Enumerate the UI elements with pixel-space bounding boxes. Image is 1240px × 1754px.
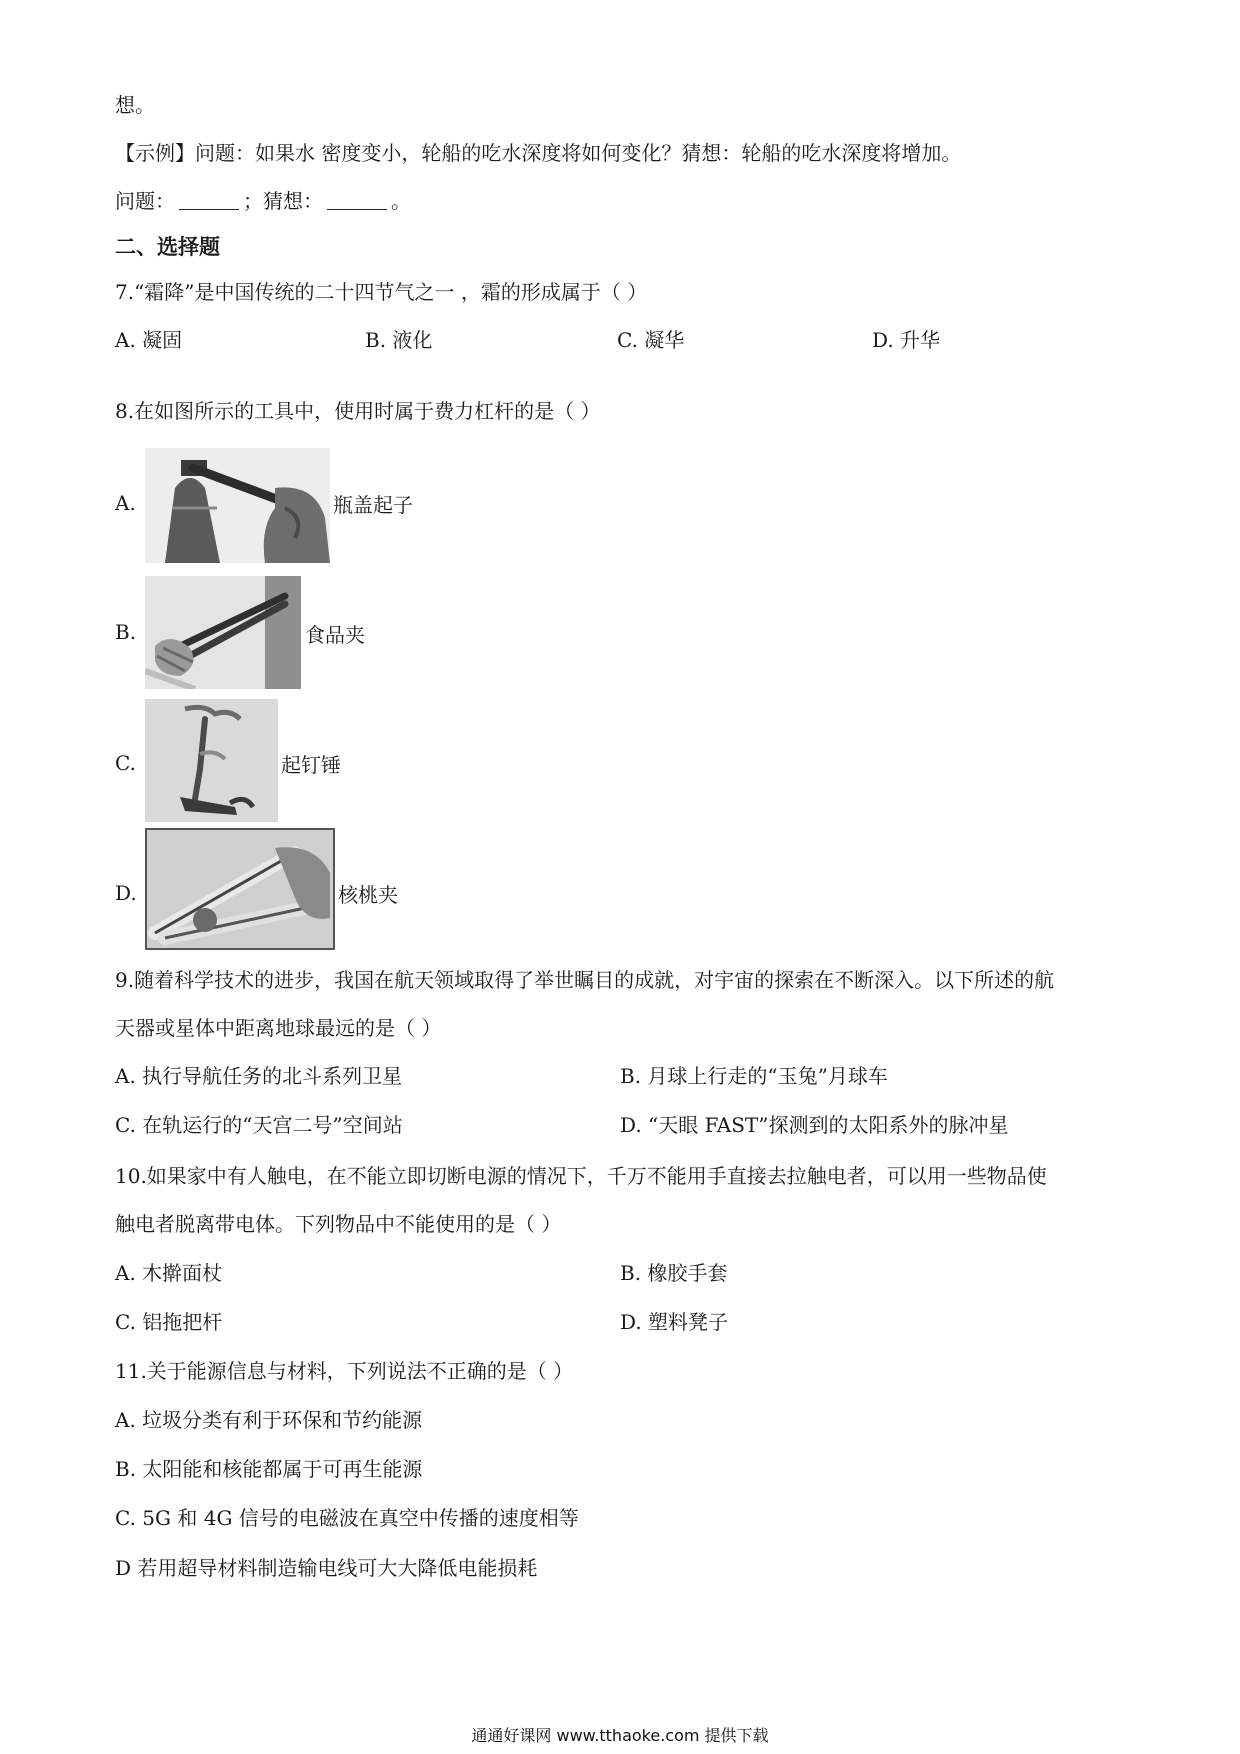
q9-option-a[interactable]: A. 执行导航任务的北斗系列卫星 (115, 1064, 403, 1088)
q10-option-a[interactable]: A. 木擀面杖 (115, 1261, 223, 1285)
claw-hammer-photo (145, 699, 278, 822)
q7-option-a[interactable]: A. 凝固 (115, 328, 183, 352)
period: 。 (391, 189, 411, 213)
q10-stem-line2: 触电者脱离带电体。下列物品中不能使用的是（ ） (115, 1212, 562, 1236)
food-tongs-photo (145, 576, 301, 689)
q8-option-c-letter[interactable]: C. (115, 751, 136, 775)
q7-option-b[interactable]: B. 液化 (365, 328, 433, 352)
footer-source: 通通好课网 www.tthaoke.com 提供下载 (471, 1726, 769, 1745)
q10-stem-line1: 10.如果家中有人触电，在不能立即切断电源的情况下，千万不能用手直接去拉触电者，可以用一些物品使 (115, 1164, 1047, 1188)
question-blank[interactable] (179, 191, 239, 210)
question-label: 问题： (115, 189, 175, 213)
q9-option-c[interactable]: C. 在轨运行的“天宫二号”空间站 (115, 1113, 403, 1137)
q11-option-b[interactable]: B. 太阳能和核能都属于可再生能源 (115, 1457, 423, 1481)
intro-line: 想。 (115, 93, 155, 117)
example-text: 【示例】问题：如果水 密度变小，轮船的吃水深度将如何变化？猜想：轮船的吃水深度将增加。 (115, 141, 962, 165)
guess-label: ；猜想： (243, 189, 323, 213)
q8-option-c-caption: 起钉锤 (281, 753, 341, 777)
q11-stem: 11.关于能源信息与材料，下列说法不正确的是（ ） (115, 1359, 574, 1383)
q7-option-c[interactable]: C. 凝华 (617, 328, 685, 352)
q11-option-a[interactable]: A. 垃圾分类有利于环保和节约能源 (115, 1408, 423, 1432)
answer-line (115, 188, 411, 214)
q9-option-d[interactable]: D. “天眼 FAST”探测到的太阳系外的脉冲星 (620, 1113, 1009, 1137)
q10-option-d[interactable]: D. 塑料凳子 (620, 1310, 729, 1334)
q9-option-b[interactable]: B. 月球上行走的“玉兔”月球车 (620, 1064, 888, 1088)
q11-option-c[interactable]: C. 5G 和 4G 信号的电磁波在真空中传播的速度相等 (115, 1506, 579, 1530)
q8-option-a-letter[interactable]: A. (115, 491, 136, 515)
q7-option-d[interactable]: D. 升华 (872, 328, 941, 352)
q8-option-a-caption: 瓶盖起子 (333, 493, 413, 517)
section-heading: 二、选择题 (115, 235, 220, 259)
q8-option-d-caption: 核桃夹 (338, 883, 398, 907)
q8-stem: 8.在如图所示的工具中，使用时属于费力杠杆的是（ ） (115, 399, 601, 423)
q8-option-d-letter[interactable]: D. (115, 881, 137, 905)
q8-option-b-letter[interactable]: B. (115, 620, 137, 644)
q10-option-b[interactable]: B. 橡胶手套 (620, 1261, 728, 1285)
nutcracker-photo (145, 828, 335, 950)
q7-stem: 7.“霜降”是中国传统的二十四节气之一 ，霜的形成属于（ ） (115, 280, 648, 304)
q11-option-d[interactable]: D 若用超导材料制造输电线可大大降低电能损耗 (115, 1556, 538, 1580)
q10-option-c[interactable]: C. 铝拖把杆 (115, 1310, 223, 1334)
bottle-opener-photo (145, 448, 330, 563)
q9-stem-line1: 9.随着科学技术的进步，我国在航天领域取得了举世瞩目的成就，对宇宙的探索在不断深入。以下所述的航 (115, 968, 1055, 992)
q9-stem-line2: 天器或星体中距离地球最远的是（ ） (115, 1016, 442, 1040)
guess-blank[interactable] (327, 191, 387, 210)
q8-option-b-caption: 食品夹 (305, 623, 365, 647)
